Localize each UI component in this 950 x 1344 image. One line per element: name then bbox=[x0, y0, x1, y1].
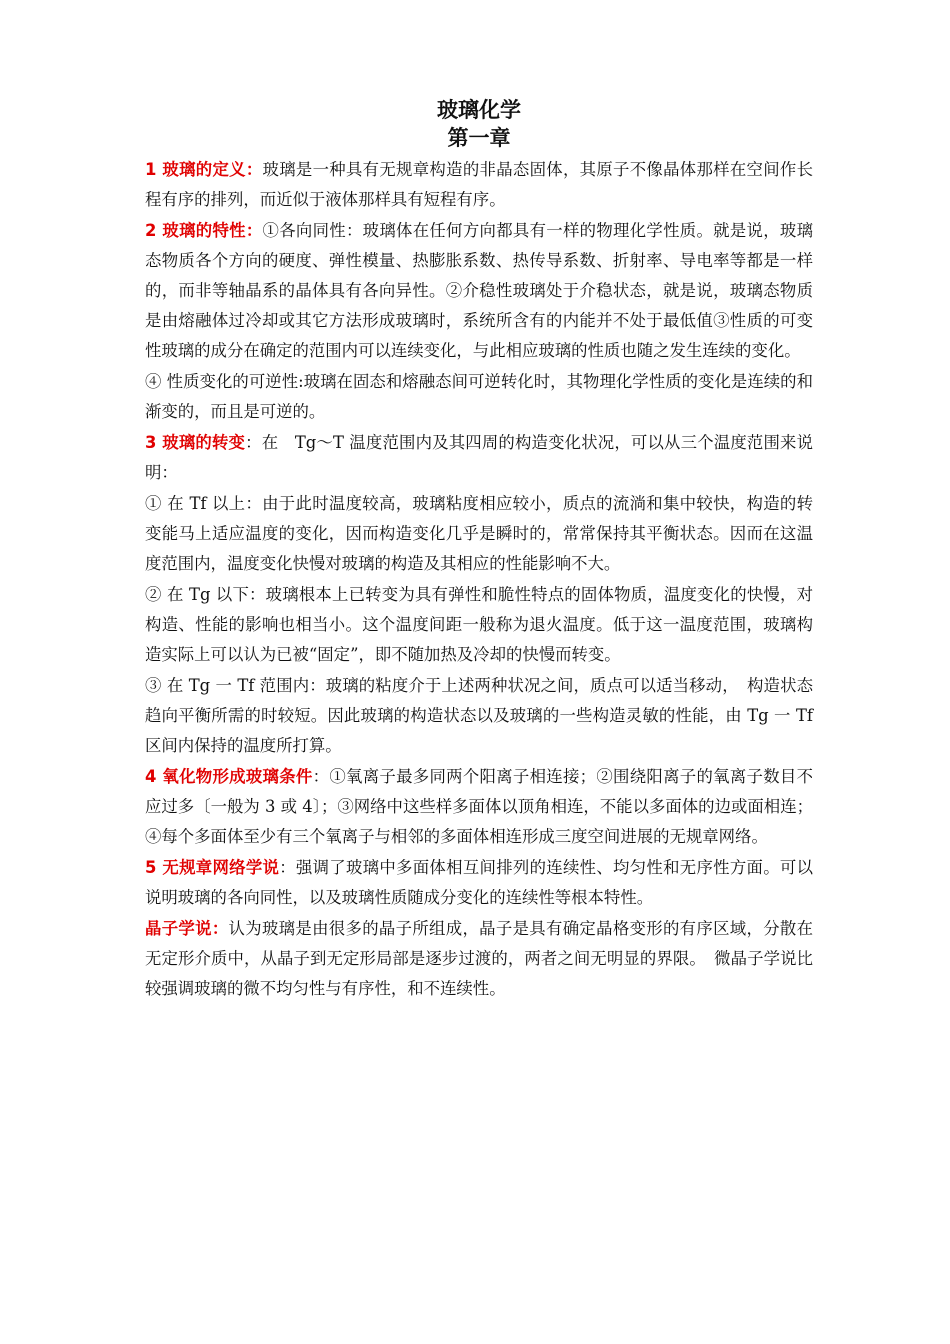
section-reversibility bbox=[145, 367, 813, 427]
document-page bbox=[145, 96, 813, 1004]
chapter-heading: 第一章 bbox=[447, 125, 511, 150]
section-below-tg-text: ② 在 Tg 以下：玻璃根本上已转变为具有弹性和脆性特点的固体物质，温度变化的快慢，对构造、性能的影响也相当小。这个温度间距一般称为退火温度。低于这一温度范围，玻璃构造实际上可以认为已被“固定”，即不随加热及冷却的快慢而转变。 bbox=[145, 585, 813, 664]
document-title: 玻璃化学 bbox=[437, 97, 521, 122]
section-random-network-text: ：强调了玻璃中多面体相互间排列的连续性、均匀性和无序性方面。可以说明玻璃的各向同性，以及玻璃性质随成分变化的连续性等根本特性。 bbox=[145, 858, 813, 907]
section-random-network bbox=[145, 853, 813, 913]
section-properties-text: ①各向同性：玻璃体在任何方向都具有一样的物理化学性质。就是说，玻璃态物质各个方向的硬度、弹性模量、热膨胀系数、热传导系数、折射率、导电率等都是一样的，而非等轴晶系的晶体具有各向异性。②介稳性玻璃处于介稳状态，就是说，玻璃态物质是由熔融体过冷却或其它方法形成玻璃时，系统所含有的内能并不处于最低值③性质的可变性玻璃的成分在确定的范围内可以连续变化，与此相应玻璃的性质也随之发生连续的变化。 bbox=[145, 221, 813, 360]
section-above-tf bbox=[145, 489, 813, 579]
section-crystallite-theory-text: 认为玻璃是由很多的晶子所组成，晶子是具有确定晶格变形的有序区域，分散在无定形介质中，从晶子到无定形局部是逐步过渡的，两者之间无明显的界限。 微晶子学说比较强调玻璃的微不均匀性与有序性，和不连续性。 bbox=[145, 919, 814, 998]
section-properties bbox=[145, 216, 813, 366]
section-transition bbox=[145, 428, 813, 488]
section-definition-text: 玻璃是一种具有无规章构造的非晶态固体，其原子不像晶体那样在空间作长程有序的排列，而近似于液体那样具有短程有序。 bbox=[145, 160, 813, 209]
section-oxide-conditions-text: ：①氧离子最多同两个阳离子相连接；②围绕阳离子的氧离子数目不应过多〔一般为 3 或 4〕；③网络中这些样多面体以顶角相连，不能以多面体的边或面相连；④每个多面体至少有三个氧离子与相邻的多面体相连形成三度空间进展的无规章网络。 bbox=[145, 767, 813, 846]
section-definition bbox=[145, 155, 813, 215]
section-below-tg bbox=[145, 580, 813, 670]
term-oxide-conditions: 4 氧化物形成玻璃条件 bbox=[145, 767, 313, 786]
term-definition: 1 玻璃的定义： bbox=[145, 160, 263, 179]
section-reversibility-text: ④ 性质变化的可逆性:玻璃在固态和熔融态间可逆转化时，其物理化学性质的变化是连续的和渐变的，而且是可逆的。 bbox=[145, 372, 813, 421]
term-transition: 3 玻璃的转变 bbox=[145, 433, 246, 452]
section-tg-tf-range-text: ③ 在 Tg 一 Tf 范围内：玻璃的粘度介于上述两种状况之间，质点可以适当移动， 构造状态趋向平衡所需的时较短。因此玻璃的构造状态以及玻璃的一些构造灵敏的性能，由 Tg 一 Tf 区间内保持的温度所打算。 bbox=[145, 676, 813, 755]
section-above-tf-text: ① 在 Tf 以上：由于此时温度较高，玻璃粘度相应较小，质点的流淌和集中较快，构造的转变能马上适应温度的变化，因而构造变化几乎是瞬时的，常常保持其平衡状态。因而在这温度范围内，温度变化快慢对玻璃的构造及其相应的性能影响不大。 bbox=[145, 494, 813, 573]
section-tg-tf-range bbox=[145, 671, 813, 761]
term-crystallite-theory: 晶子学说： bbox=[145, 919, 229, 938]
term-random-network: 5 无规章网络学说 bbox=[145, 858, 280, 877]
term-properties: 2 玻璃的特性： bbox=[145, 221, 263, 240]
section-transition-text: ：在 Tg～T 温度范围内及其四周的构造变化状况，可以从三个温度范围来说明： bbox=[145, 433, 813, 482]
section-oxide-conditions bbox=[145, 762, 813, 852]
section-crystallite-theory bbox=[145, 914, 813, 1004]
